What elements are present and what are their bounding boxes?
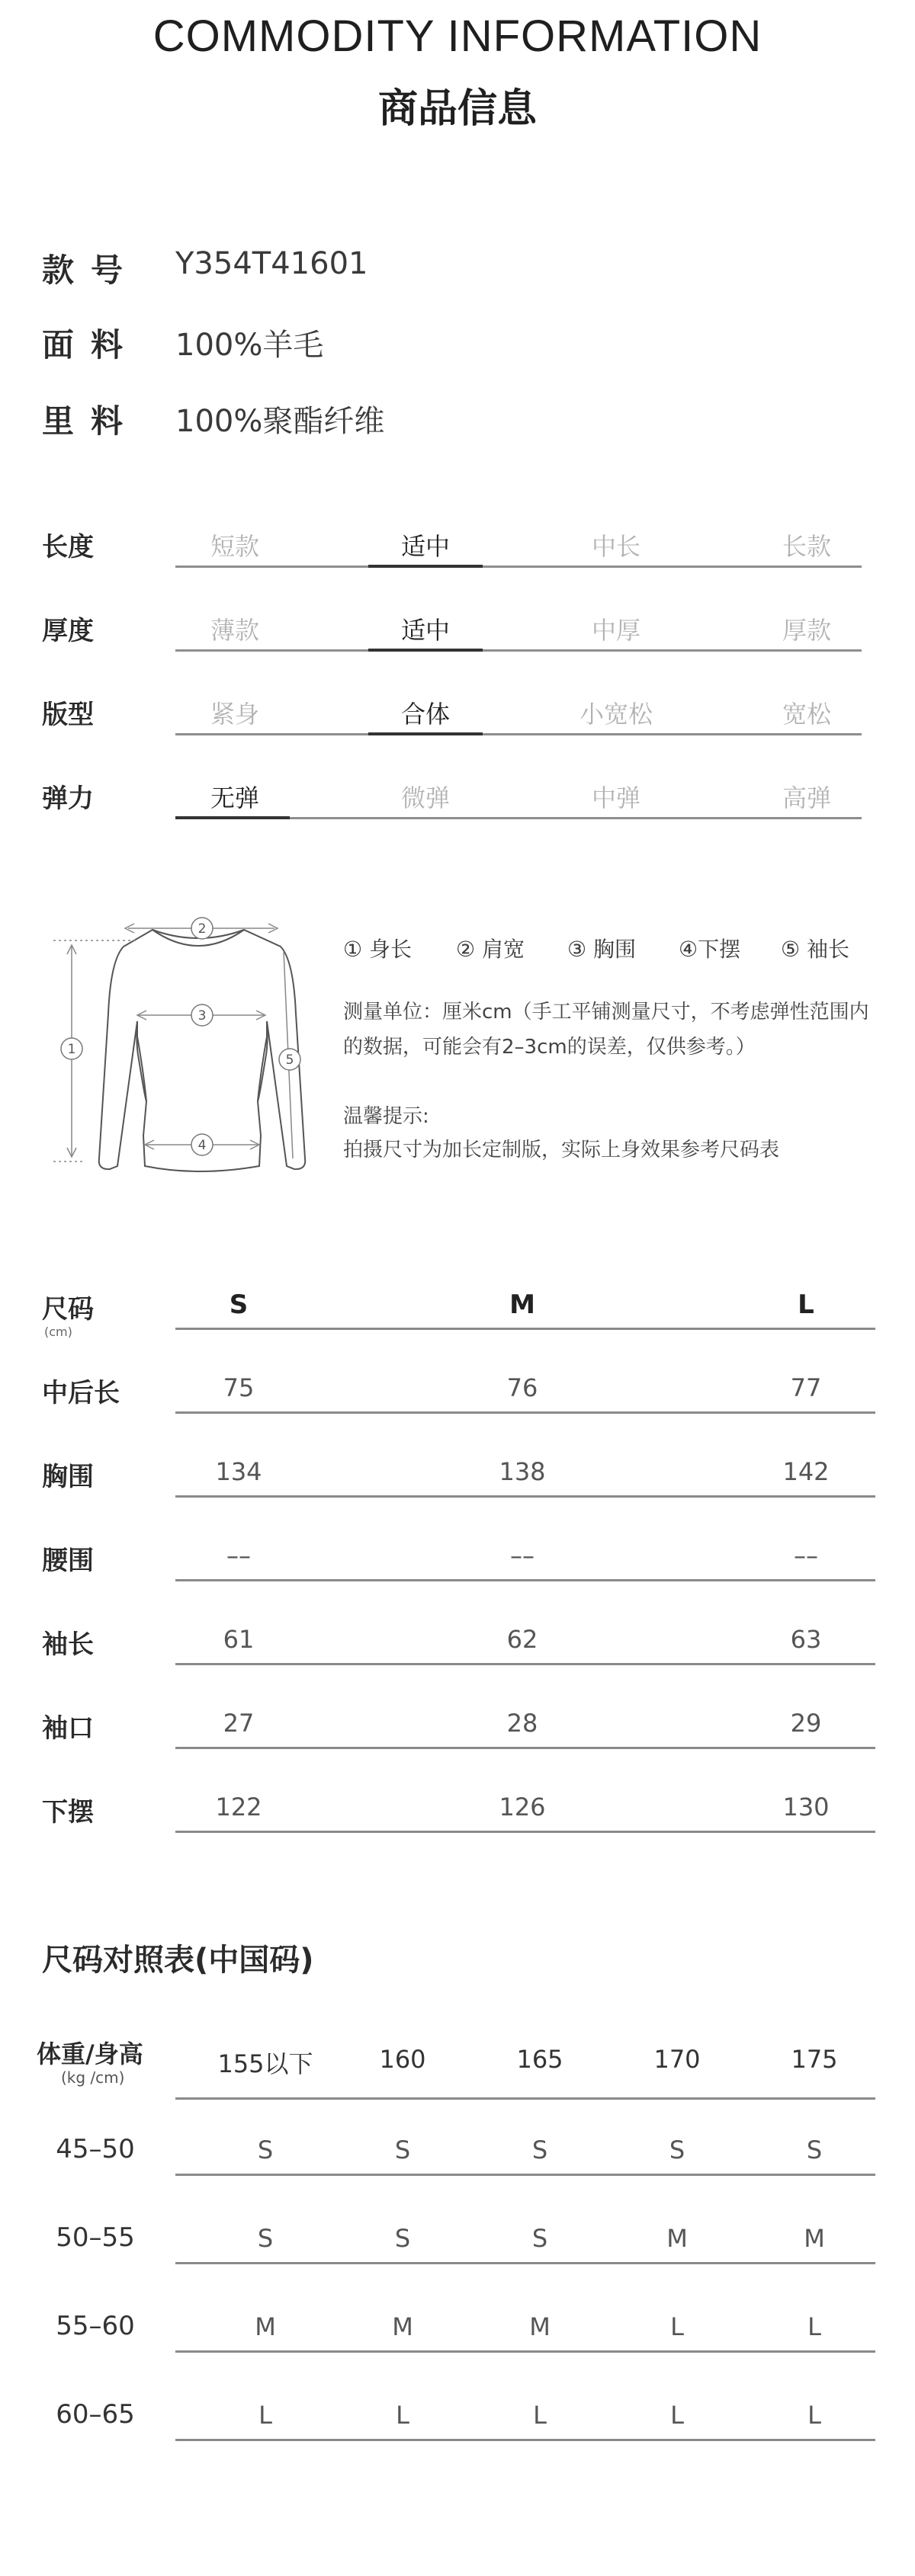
legend-chest: ③ 胸围 — [567, 937, 637, 962]
size-cell: S — [531, 2135, 548, 2164]
attr-option: 高弹 — [782, 783, 831, 812]
size-cell: M — [255, 2312, 276, 2341]
legend-shoulder: ② 肩宽 — [456, 937, 525, 962]
size-row-label: 腰围 — [42, 1546, 94, 1576]
size-cell: 76 — [506, 1373, 538, 1402]
attr-option: 无弹 — [210, 783, 259, 812]
conversion-row-line — [175, 2350, 875, 2353]
marker-5: 5 — [285, 1053, 294, 1068]
attr-option: 中厚 — [591, 616, 640, 645]
attr-option: 宽松 — [782, 700, 831, 729]
attr-label: 厚度 — [42, 616, 94, 646]
size-cell: L — [807, 2312, 821, 2341]
conversion-title: 尺码对照表(中国码) — [42, 1943, 314, 1978]
attr-selected-marker — [368, 565, 483, 568]
attr-option: 紧身 — [210, 700, 259, 729]
size-cell: S — [531, 2224, 548, 2253]
info-value-lining: 100%聚酯纤维 — [175, 404, 385, 439]
marker-4: 4 — [197, 1138, 207, 1153]
page-title-cn: 商品信息 — [377, 86, 537, 132]
size-cell: –– — [226, 1541, 251, 1570]
marker-1: 1 — [67, 1042, 76, 1057]
legend-hem: ④下摆 — [679, 937, 741, 962]
size-cell: L — [258, 2401, 272, 2430]
size-cell: 142 — [782, 1457, 830, 1486]
conversion-header-line — [175, 2097, 875, 2100]
page-title-en: COMMODITY INFORMATION — [152, 11, 762, 61]
legend-sleeve: ⑤ 袖长 — [781, 937, 850, 962]
marker-2: 2 — [197, 921, 207, 937]
attr-option: 中弹 — [591, 783, 640, 812]
tip-body: 拍摄尺寸为加长定制版，实际上身效果参考尺码表 — [343, 1139, 780, 1161]
attr-option: 短款 — [210, 532, 259, 561]
size-cell: L — [396, 2401, 409, 2430]
size-cell: 28 — [506, 1709, 538, 1738]
attr-option: 合体 — [400, 700, 450, 729]
marker-3: 3 — [197, 1008, 207, 1024]
weight-row-label: 60–65 — [56, 2399, 135, 2430]
height-column-header: 160 — [379, 2045, 426, 2074]
weight-row-label: 55–60 — [56, 2311, 135, 2341]
conversion-row-line — [175, 2262, 875, 2264]
size-cell: 61 — [223, 1625, 255, 1654]
height-column-header: 155以下 — [217, 2049, 313, 2078]
size-row-line — [175, 1411, 875, 1414]
size-column-header: S — [229, 1290, 249, 1320]
height-column-header: 175 — [791, 2045, 838, 2074]
size-row-label: 下摆 — [42, 1797, 94, 1828]
attr-selected-marker — [175, 816, 290, 819]
size-cell: M — [804, 2224, 825, 2253]
info-label-fabric: 面料 — [42, 326, 140, 364]
info-label-style-no: 款号 — [42, 252, 140, 289]
attr-scale-line — [175, 733, 862, 735]
size-column-header: M — [509, 1290, 535, 1320]
conversion-header-unit: (kg /cm) — [61, 2068, 125, 2087]
weight-row-label: 45–50 — [56, 2134, 135, 2164]
size-cell: 130 — [782, 1793, 830, 1821]
size-row-label: 袖长 — [42, 1629, 94, 1660]
size-cell: L — [533, 2401, 547, 2430]
height-column-header: 170 — [653, 2045, 701, 2074]
size-cell: 77 — [790, 1373, 822, 1402]
attr-selected-marker — [368, 732, 483, 735]
attr-selected-marker — [368, 649, 483, 652]
conversion-header-label: 体重/身高 — [37, 2039, 143, 2068]
size-cell: M — [392, 2312, 413, 2341]
size-row-label: 袖口 — [42, 1713, 94, 1744]
legend-length: ① 身长 — [343, 937, 413, 962]
attr-option: 微弹 — [400, 783, 450, 812]
attr-option: 厚款 — [782, 616, 831, 645]
attr-scale-line — [175, 649, 862, 652]
size-row-line — [175, 1663, 875, 1665]
info-value-fabric: 100%羊毛 — [175, 328, 324, 363]
size-cell: 29 — [790, 1709, 822, 1738]
size-cell: 122 — [215, 1793, 262, 1821]
size-cell: M — [529, 2312, 551, 2341]
garment-measurement-diagram — [38, 907, 313, 1189]
attr-option: 适中 — [400, 616, 450, 645]
size-cell: –– — [510, 1541, 535, 1570]
attr-option: 长款 — [782, 532, 831, 561]
tip-title: 温馨提示: — [343, 1105, 429, 1128]
size-row-line — [175, 1579, 875, 1581]
size-cell: 138 — [499, 1457, 546, 1486]
size-cell: S — [394, 2135, 411, 2164]
size-cell: S — [257, 2224, 274, 2253]
size-cell: S — [394, 2224, 411, 2253]
info-label-lining: 里料 — [42, 402, 140, 440]
size-cell: S — [806, 2135, 823, 2164]
size-header-line — [175, 1328, 875, 1330]
attr-label: 长度 — [42, 532, 94, 562]
attr-option: 适中 — [400, 532, 450, 561]
size-row-line — [175, 1831, 875, 1833]
size-cell: 126 — [499, 1793, 546, 1821]
size-column-header: L — [798, 1290, 814, 1320]
size-row-line — [175, 1495, 875, 1498]
attr-label: 弹力 — [42, 783, 94, 814]
size-row-label: 胸围 — [42, 1462, 94, 1492]
attr-option: 小宽松 — [579, 700, 653, 729]
conversion-row-line — [175, 2174, 875, 2176]
size-cell: 134 — [215, 1457, 262, 1486]
size-cell: 62 — [506, 1625, 538, 1654]
height-column-header: 165 — [516, 2045, 563, 2074]
size-cell: 27 — [223, 1709, 255, 1738]
size-cell: –– — [794, 1541, 818, 1570]
size-header-unit: (cm) — [44, 1325, 72, 1339]
measurement-note: 测量单位：厘米cm（手工平铺测量尺寸，不考虑弹性范围内的数据，可能会有2–3cm的误差，仅供参考。） — [343, 1001, 869, 1059]
attr-scale-line — [175, 566, 862, 568]
attr-label: 版型 — [42, 700, 94, 730]
size-cell: M — [666, 2224, 688, 2253]
size-cell: L — [670, 2401, 684, 2430]
attr-option: 薄款 — [210, 616, 259, 645]
size-cell: 63 — [790, 1625, 822, 1654]
size-row-line — [175, 1747, 875, 1749]
size-cell: 75 — [223, 1373, 255, 1402]
size-row-label: 中后长 — [42, 1378, 120, 1408]
weight-row-label: 50–55 — [56, 2222, 135, 2253]
size-cell: L — [807, 2401, 821, 2430]
attr-option: 中长 — [591, 532, 640, 561]
conversion-row-line — [175, 2439, 875, 2441]
size-cell: S — [257, 2135, 274, 2164]
size-header-label: 尺码 — [42, 1294, 94, 1325]
size-cell: L — [670, 2312, 684, 2341]
size-cell: S — [669, 2135, 685, 2164]
info-value-style-no: Y354T41601 — [175, 246, 368, 281]
